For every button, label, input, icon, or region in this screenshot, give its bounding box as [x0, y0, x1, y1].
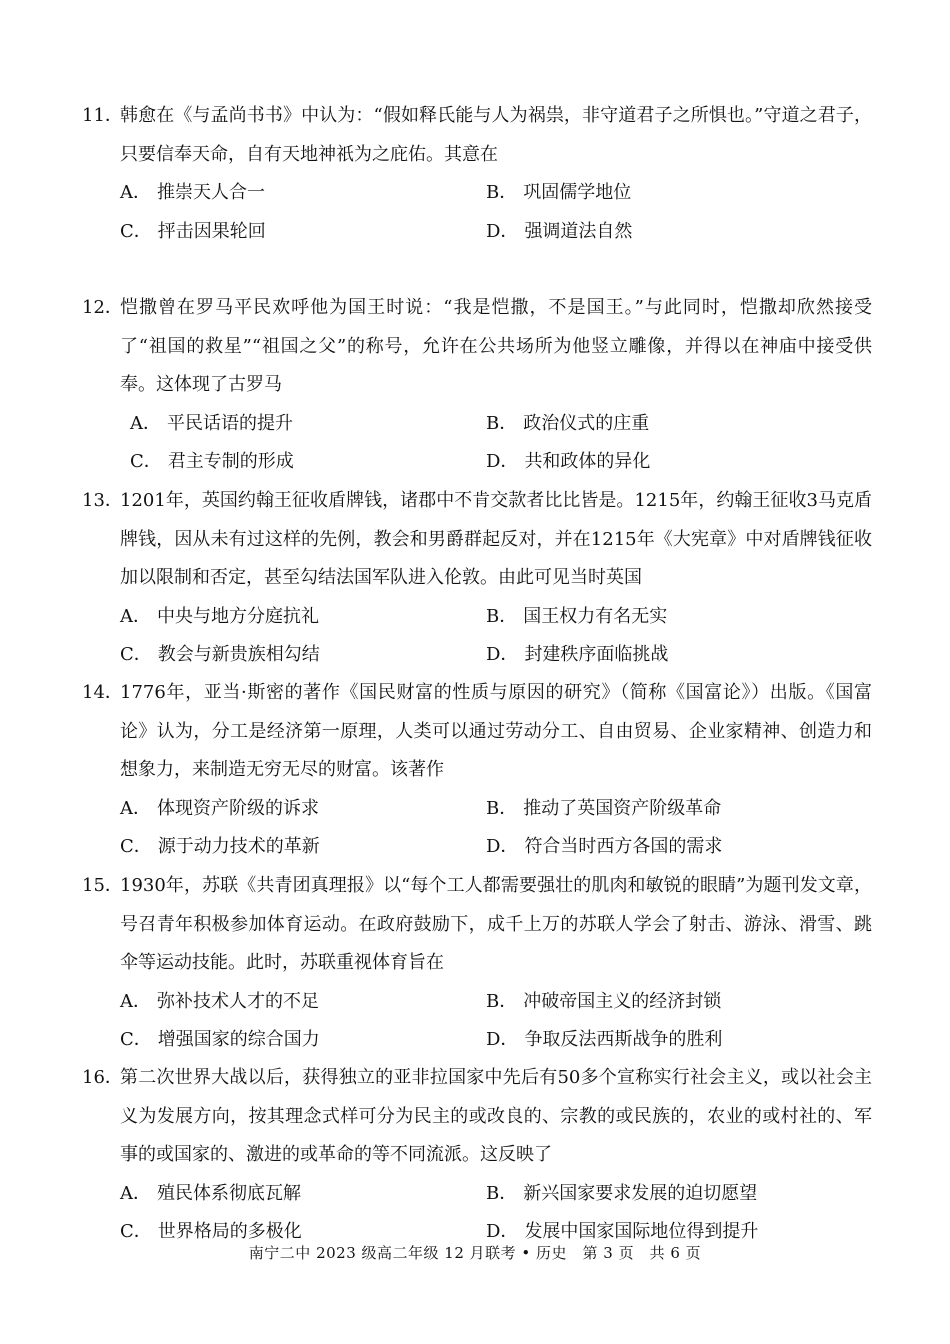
question-stem: [82, 867, 872, 983]
question-15: [82, 867, 872, 1060]
option-c[interactable]: C． 增强国家的综合国力: [120, 1029, 320, 1050]
option-a[interactable]: A． 殖民体系彻底瓦解: [120, 1182, 301, 1204]
question-number: 15．: [82, 875, 123, 896]
question-12: [82, 289, 872, 482]
question-stem: [82, 97, 872, 174]
question-11: [82, 97, 872, 251]
question-number: 14．: [82, 682, 123, 703]
option-a[interactable]: A． 弥补技术人才的不足: [120, 990, 319, 1012]
option-b[interactable]: B． 新兴国家要求发展的迫切愿望: [486, 1182, 758, 1204]
question-text: 1201年，英国约翰王征收盾牌钱，诸郡中不肯交款者比比皆是。1215年，约翰王征收3马克盾牌钱，因从未有过这样的先例，教会和男爵群起反对，并在1215年《大宪章》中对盾牌钱征收加以限制和否定，甚至勾结法国军队进入伦敦。由此可见当时英国: [120, 490, 872, 588]
option-d[interactable]: D． 争取反法西斯战争的胜利: [486, 1029, 723, 1050]
option-b[interactable]: B． 巩固儒学地位: [486, 182, 632, 203]
option-d[interactable]: D． 发展中国家国际地位得到提升: [486, 1221, 759, 1242]
page-footer: 南宁二中 2023 级高二年级 12 月联考 • 历史 第 3 页 共 6 页: [248, 1244, 702, 1262]
option-c[interactable]: C． 世界格局的多极化: [120, 1221, 302, 1242]
option-c[interactable]: C． 君主专制的形成: [130, 451, 294, 472]
option-b[interactable]: B． 冲破帝国主义的经济封锁: [486, 990, 722, 1012]
option-grid: [120, 405, 872, 482]
option-grid: [120, 598, 872, 675]
option-b[interactable]: B． 政治仪式的庄重: [486, 412, 650, 434]
question-text: 第二次世界大战以后，获得独立的亚非拉国家中先后有50多个宣称实行社会主义，或以社会主义为发展方向，按其理念式样可分为民主的或改良的、宗教的或民族的，农业的或村社的、军事的或国家的、激进的或革命的等不同流派。这反映了: [120, 1067, 872, 1165]
option-a[interactable]: A． 中央与地方分庭抗礼: [120, 605, 319, 627]
question-stem: [82, 1059, 872, 1175]
question-stem: [82, 289, 872, 405]
option-grid: [120, 1175, 872, 1252]
option-grid: [120, 983, 872, 1060]
question-number: 13．: [82, 490, 123, 511]
option-a[interactable]: A． 体现资产阶级的诉求: [120, 797, 319, 819]
option-d[interactable]: D． 强调道法自然: [486, 220, 633, 242]
question-16: [82, 1059, 872, 1252]
question-number: 16．: [82, 1067, 123, 1088]
option-b[interactable]: B． 国王权力有名无实: [486, 605, 668, 627]
question-14: [82, 674, 872, 867]
question-text: 1930年，苏联《共青团真理报》以“每个工人都需要强壮的肌肉和敏锐的眼睛”为题刊发文章，号召青年积极参加体育运动。在政府鼓励下，成千上万的苏联人学会了射击、游泳、滑雪、跳伞等运动技能。此时，苏联重视体育旨在: [120, 875, 872, 973]
question-13: [82, 482, 872, 675]
question-text: 恺撒曾在罗马平民欢呼他为国王时说：“我是恺撒，不是国王。”与此同时，恺撒却欣然接受了“祖国的救星”“祖国之父”的称号，允许在公共场所为他竖立雕像，并得以在神庙中接受供奉。这体现了古罗马: [120, 297, 872, 395]
option-c[interactable]: C． 源于动力技术的革新: [120, 836, 320, 857]
option-a[interactable]: A． 推崇天人合一: [120, 182, 265, 203]
option-grid: [120, 790, 872, 867]
option-d[interactable]: D． 符合当时西方各国的需求: [486, 836, 723, 857]
question-stem: [82, 674, 872, 790]
question-stem: [82, 482, 872, 598]
question-number: 12．: [82, 297, 123, 318]
question-text: 韩愈在《与孟尚书书》中认为：“假如释氏能与人为祸祟，非守道君子之所惧也。”守道之君子，只要信奉天命，自有天地神祇为之庇佑。其意在: [120, 105, 872, 165]
option-c[interactable]: C． 教会与新贵族相勾结: [120, 644, 320, 665]
option-a[interactable]: A． 平民话语的提升: [130, 412, 293, 434]
option-d[interactable]: D． 封建秩序面临挑战: [486, 644, 669, 665]
option-d[interactable]: D． 共和政体的异化: [486, 451, 651, 472]
question-number: 11．: [82, 105, 123, 126]
option-c[interactable]: C． 抨击因果轮回: [120, 220, 266, 242]
option-b[interactable]: B． 推动了英国资产阶级革命: [486, 797, 722, 819]
option-grid: [120, 174, 872, 251]
question-text: 1776年，亚当·斯密的著作《国民财富的性质与原因的研究》（简称《国富论》）出版。《国富论》认为，分工是经济第一原理，人类可以通过劳动分工、自由贸易、企业家精神、创造力和想象力，来制造无穷无尽的财富。该著作: [120, 682, 872, 780]
